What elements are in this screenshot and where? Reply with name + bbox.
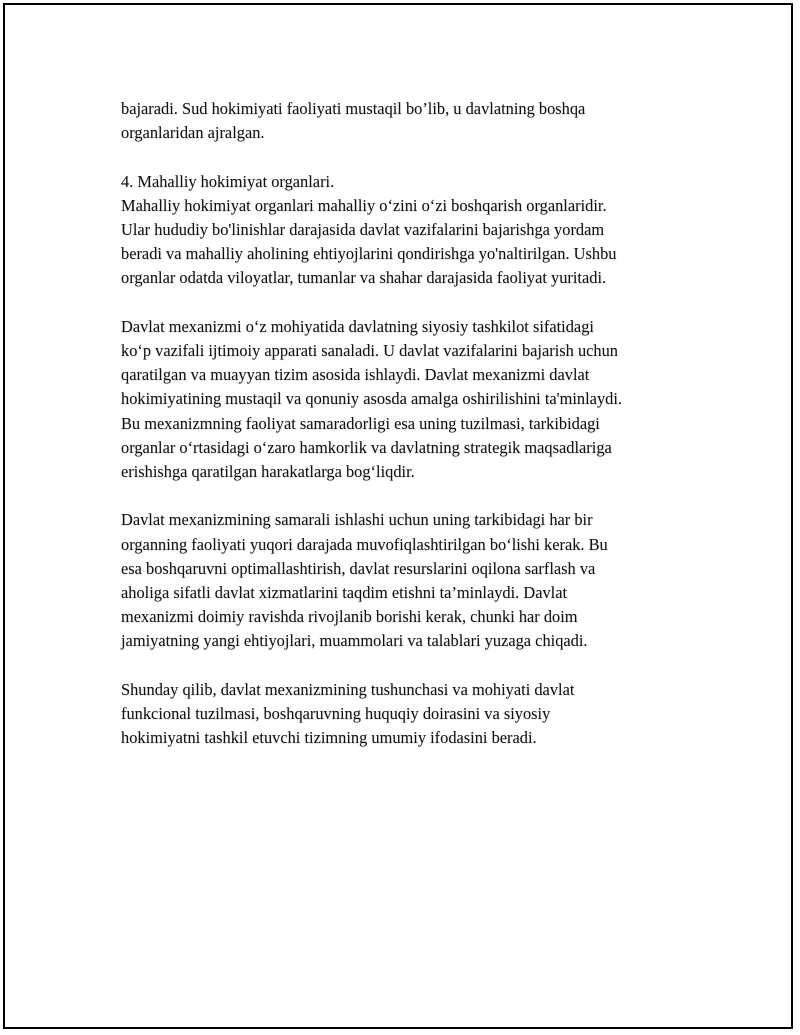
paragraph-local-authorities — [121, 170, 701, 291]
paragraph-conclusion — [121, 678, 701, 751]
text-line: Davlat mexanizmi o‘z mohiyatida davlatning siyosiy tashkilot sifatidagi — [121, 316, 594, 336]
text-line: funkcional tuzilmasi, boshqaruvning huquqiy doirasini va siyosiy — [121, 704, 551, 724]
text-line: aholiga sifatli davlat xizmatlarini taqdim etishni ta’minlaydi. Davlat — [121, 583, 568, 603]
text-line: Mahalliy hokimiyat organlari mahalliy o‘zini o‘zi boshqarish organlaridir. — [121, 195, 607, 215]
text-line: organlar odatda viloyatlar, tumanlar va shahar darajasida faoliyat yuritadi. — [121, 268, 607, 288]
page-frame — [3, 3, 793, 1029]
text-line: Davlat mexanizmining samarali ishlashi uchun uning tarkibidagi har bir — [121, 510, 593, 530]
paragraph-effective-operation — [121, 508, 701, 653]
text-line: erishishga qaratilgan harakatlarga bog‘liqdir. — [121, 462, 415, 482]
text-line: jamiyatning yangi ehtiyojlari, muammolari va talablari yuzaga chiqadi. — [121, 631, 588, 651]
text-line: beradi va mahalliy aholining ehtiyojlarini qondirishga yo'naltirilgan. Ushbu — [121, 244, 617, 264]
text-line: ko‘p vazifali ijtimoiy apparati sanaladi. U davlat vazifalarini bajarish uchun — [121, 341, 619, 360]
text-line: esa boshqaruvni optimallashtirish, davlat resurslarini oqilona sarflash va — [121, 558, 596, 578]
text-line: Shunday qilib, davlat mexanizmining tushunchasi va mohiyati davlat — [121, 679, 575, 699]
paragraph-court-independence — [121, 97, 701, 145]
text-line: Ular hududiy bo'linishlar darajasida davlat vazifalarini bajarishga yordam — [121, 220, 605, 239]
text-line: organning faoliyati yuqori darajada muvofiqlashtirilgan bo‘lishi kerak. Bu — [121, 534, 608, 554]
text-line: organlar o‘rtasidagi o‘zaro hamkorlik va davlatning strategik maqsadlariga — [121, 437, 612, 457]
section-heading: 4. Mahalliy hokimiyat organlari. — [121, 171, 335, 191]
document-body — [121, 97, 701, 775]
text-line: bajaradi. Sud hokimiyati faoliyati mustaqil bo’lib, u davlatning boshqa — [121, 99, 586, 118]
text-line: hokimiyatni tashkil etuvchi tizimning umumiy ifodasini beradi. — [121, 728, 537, 748]
text-line: qaratilgan va muayyan tizim asosida ishlaydi. Davlat mexanizmi davlat — [121, 365, 590, 385]
text-line: hokimiyatining mustaqil va qonuniy asosda amalga oshirilishini ta'minlaydi. — [121, 389, 622, 409]
text-line: Bu mexanizmning faoliyat samaradorligi esa uning tuzilmasi, tarkibidagi — [121, 413, 600, 433]
text-line: mexanizmi doimiy ravishda rivojlanib borishi kerak, chunki har doim — [121, 607, 578, 627]
paragraph-state-mechanism-essence — [121, 315, 701, 484]
text-line: organlaridan ajralgan. — [121, 123, 265, 143]
